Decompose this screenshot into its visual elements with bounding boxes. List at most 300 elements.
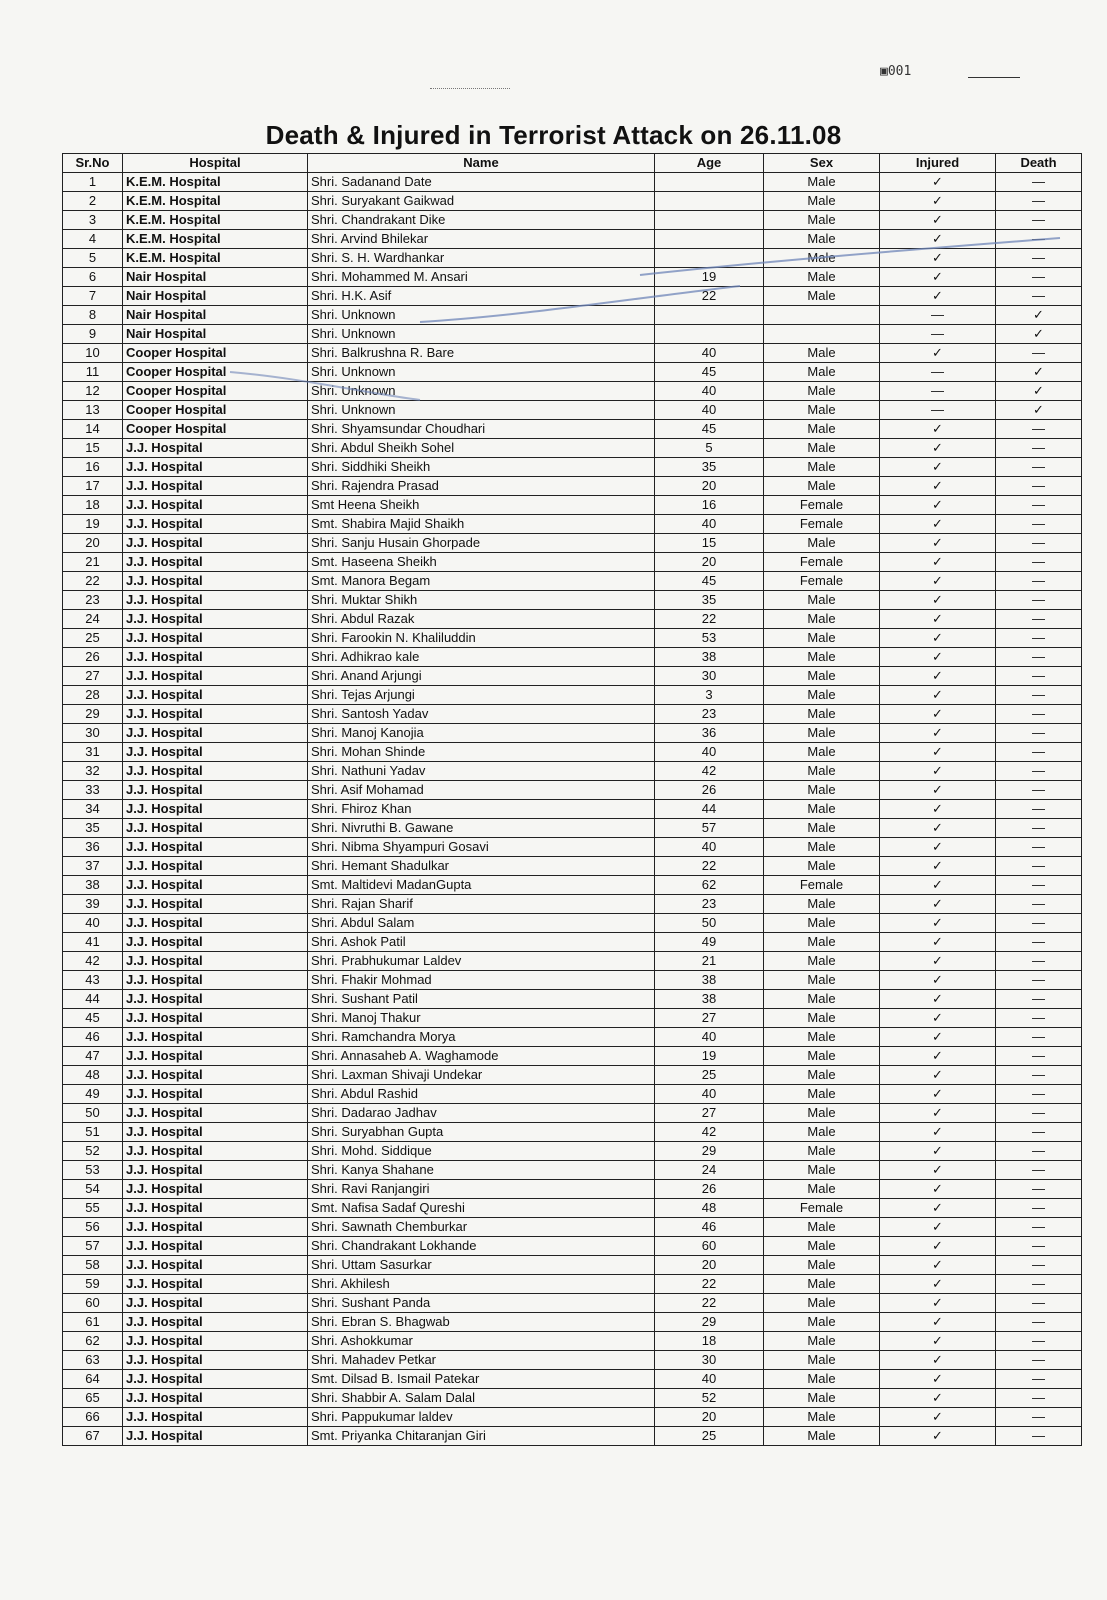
row-sr-no: 67 xyxy=(63,1427,123,1446)
header-death: Death xyxy=(996,154,1082,173)
row-name: Shri. Mohd. Siddique xyxy=(308,1142,655,1161)
row-name: Smt. Haseena Sheikh xyxy=(308,553,655,572)
row-name: Shri. Tejas Arjungi xyxy=(308,686,655,705)
row-sex: Male xyxy=(764,819,880,838)
table-row xyxy=(63,1294,1082,1313)
row-name: Shri. Chandrakant Dike xyxy=(308,211,655,230)
table-row xyxy=(63,610,1082,629)
row-injured-mark: ✓ xyxy=(880,743,996,762)
row-name: Shri. Uttam Sasurkar xyxy=(308,1256,655,1275)
row-hospital: Cooper Hospital xyxy=(123,363,308,382)
table-row xyxy=(63,686,1082,705)
row-injured-mark: ✓ xyxy=(880,705,996,724)
row-hospital: J.J. Hospital xyxy=(123,686,308,705)
row-sex: Male xyxy=(764,971,880,990)
row-age: 62 xyxy=(655,876,764,895)
row-hospital: J.J. Hospital xyxy=(123,781,308,800)
row-age: 25 xyxy=(655,1427,764,1446)
table-row xyxy=(63,1028,1082,1047)
row-sr-no: 56 xyxy=(63,1218,123,1237)
row-age: 30 xyxy=(655,667,764,686)
row-death-mark: — xyxy=(996,515,1082,534)
row-death-mark: — xyxy=(996,895,1082,914)
row-death-mark: — xyxy=(996,1313,1082,1332)
row-sex: Male xyxy=(764,1161,880,1180)
row-age: 40 xyxy=(655,838,764,857)
row-age: 29 xyxy=(655,1142,764,1161)
row-hospital: J.J. Hospital xyxy=(123,1085,308,1104)
row-age: 21 xyxy=(655,952,764,971)
header-name: Name xyxy=(308,154,655,173)
row-sr-no: 43 xyxy=(63,971,123,990)
row-sr-no: 24 xyxy=(63,610,123,629)
table-row xyxy=(63,249,1082,268)
row-injured-mark: ✓ xyxy=(880,458,996,477)
row-injured-mark: ✓ xyxy=(880,629,996,648)
table-row xyxy=(63,876,1082,895)
row-sex: Male xyxy=(764,1047,880,1066)
row-death-mark: — xyxy=(996,838,1082,857)
row-death-mark: — xyxy=(996,249,1082,268)
row-sr-no: 31 xyxy=(63,743,123,762)
row-sr-no: 11 xyxy=(63,363,123,382)
row-injured-mark: ✓ xyxy=(880,610,996,629)
row-hospital: J.J. Hospital xyxy=(123,1161,308,1180)
row-age: 20 xyxy=(655,477,764,496)
row-death-mark: — xyxy=(996,857,1082,876)
table-row xyxy=(63,1104,1082,1123)
fax-icon: ▣ xyxy=(880,64,888,79)
row-death-mark: — xyxy=(996,1161,1082,1180)
table-row xyxy=(63,1256,1082,1275)
row-sr-no: 48 xyxy=(63,1066,123,1085)
row-name: Shri. Unknown xyxy=(308,382,655,401)
row-sex: Male xyxy=(764,990,880,1009)
row-death-mark: — xyxy=(996,1408,1082,1427)
row-age: 35 xyxy=(655,591,764,610)
row-sr-no: 13 xyxy=(63,401,123,420)
page-title: Death & Injured in Terrorist Attack on 26.11.08 xyxy=(265,120,842,150)
row-injured-mark: ✓ xyxy=(880,686,996,705)
row-age xyxy=(655,173,764,192)
table-row xyxy=(63,1237,1082,1256)
row-death-mark: ✓ xyxy=(996,382,1082,401)
row-age: 19 xyxy=(655,268,764,287)
row-sr-no: 14 xyxy=(63,420,123,439)
row-sr-no: 32 xyxy=(63,762,123,781)
row-hospital: J.J. Hospital xyxy=(123,1370,308,1389)
row-sr-no: 58 xyxy=(63,1256,123,1275)
row-name: Shri. Ramchandra Morya xyxy=(308,1028,655,1047)
row-name: Shri. Shyamsundar Choudhari xyxy=(308,420,655,439)
row-injured-mark: ✓ xyxy=(880,344,996,363)
row-death-mark: — xyxy=(996,458,1082,477)
row-death-mark: — xyxy=(996,1085,1082,1104)
row-name: Shri. Manoj Thakur xyxy=(308,1009,655,1028)
row-age: 40 xyxy=(655,401,764,420)
row-injured-mark: ✓ xyxy=(880,1009,996,1028)
row-name: Shri. Fhiroz Khan xyxy=(308,800,655,819)
row-age: 22 xyxy=(655,857,764,876)
row-hospital: K.E.M. Hospital xyxy=(123,192,308,211)
row-age: 60 xyxy=(655,1237,764,1256)
row-sr-no: 28 xyxy=(63,686,123,705)
row-death-mark: — xyxy=(996,553,1082,572)
row-sr-no: 23 xyxy=(63,591,123,610)
row-age: 20 xyxy=(655,1408,764,1427)
row-sex: Male xyxy=(764,743,880,762)
fax-code-text: 001 xyxy=(887,64,912,79)
table-row xyxy=(63,534,1082,553)
row-hospital: J.J. Hospital xyxy=(123,1351,308,1370)
row-death-mark: — xyxy=(996,1237,1082,1256)
row-hospital: K.E.M. Hospital xyxy=(123,230,308,249)
row-sex: Male xyxy=(764,1123,880,1142)
row-injured-mark: ✓ xyxy=(880,876,996,895)
row-sr-no: 60 xyxy=(63,1294,123,1313)
row-injured-mark: ✓ xyxy=(880,1256,996,1275)
row-death-mark: — xyxy=(996,610,1082,629)
row-sex: Male xyxy=(764,1028,880,1047)
row-sex: Male xyxy=(764,686,880,705)
table-row xyxy=(63,648,1082,667)
row-sr-no: 6 xyxy=(63,268,123,287)
row-sex: Male xyxy=(764,781,880,800)
row-hospital: Nair Hospital xyxy=(123,287,308,306)
row-death-mark: — xyxy=(996,591,1082,610)
row-name: Shri. Abdul Rashid xyxy=(308,1085,655,1104)
row-death-mark: — xyxy=(996,1389,1082,1408)
row-hospital: K.E.M. Hospital xyxy=(123,211,308,230)
row-sr-no: 17 xyxy=(63,477,123,496)
row-sex: Male xyxy=(764,1256,880,1275)
row-sex: Male xyxy=(764,1332,880,1351)
scan-smudge xyxy=(430,88,510,91)
row-hospital: J.J. Hospital xyxy=(123,1009,308,1028)
row-sex: Male xyxy=(764,458,880,477)
row-hospital: J.J. Hospital xyxy=(123,1199,308,1218)
row-sr-no: 55 xyxy=(63,1199,123,1218)
row-hospital: J.J. Hospital xyxy=(123,667,308,686)
row-age: 5 xyxy=(655,439,764,458)
row-age: 22 xyxy=(655,1294,764,1313)
row-sex: Male xyxy=(764,249,880,268)
row-sex: Female xyxy=(764,553,880,572)
row-age xyxy=(655,192,764,211)
row-sex: Male xyxy=(764,1313,880,1332)
row-name: Shri. Ashok Patil xyxy=(308,933,655,952)
row-death-mark: — xyxy=(996,1009,1082,1028)
row-sex: Male xyxy=(764,1142,880,1161)
row-name: Shri. Chandrakant Lokhande xyxy=(308,1237,655,1256)
table-row xyxy=(63,781,1082,800)
row-hospital: J.J. Hospital xyxy=(123,1142,308,1161)
row-sex: Male xyxy=(764,173,880,192)
row-sex: Male xyxy=(764,382,880,401)
row-death-mark: — xyxy=(996,287,1082,306)
row-sr-no: 51 xyxy=(63,1123,123,1142)
row-name: Shri. Sushant Patil xyxy=(308,990,655,1009)
row-death-mark: — xyxy=(996,192,1082,211)
row-injured-mark: ✓ xyxy=(880,1142,996,1161)
row-death-mark: — xyxy=(996,667,1082,686)
row-injured-mark: — xyxy=(880,363,996,382)
fax-page-code xyxy=(880,64,911,79)
row-hospital: J.J. Hospital xyxy=(123,1313,308,1332)
table-row xyxy=(63,515,1082,534)
table-row xyxy=(63,344,1082,363)
row-injured-mark: ✓ xyxy=(880,1351,996,1370)
row-name: Shri. Nathuni Yadav xyxy=(308,762,655,781)
row-sex: Male xyxy=(764,1294,880,1313)
row-hospital: J.J. Hospital xyxy=(123,762,308,781)
table-row xyxy=(63,1389,1082,1408)
row-sr-no: 2 xyxy=(63,192,123,211)
row-sex: Male xyxy=(764,705,880,724)
row-age: 49 xyxy=(655,933,764,952)
row-age: 40 xyxy=(655,1370,764,1389)
row-death-mark: — xyxy=(996,439,1082,458)
row-injured-mark: ✓ xyxy=(880,800,996,819)
table-row xyxy=(63,990,1082,1009)
row-sex: Male xyxy=(764,1408,880,1427)
row-sr-no: 20 xyxy=(63,534,123,553)
header-injured: Injured xyxy=(880,154,996,173)
row-age: 45 xyxy=(655,572,764,591)
row-injured-mark: ✓ xyxy=(880,477,996,496)
row-age: 3 xyxy=(655,686,764,705)
row-name: Shri. H.K. Asif xyxy=(308,287,655,306)
row-sr-no: 52 xyxy=(63,1142,123,1161)
row-age: 15 xyxy=(655,534,764,553)
row-age: 38 xyxy=(655,648,764,667)
row-name: Shri. Mahadev Petkar xyxy=(308,1351,655,1370)
row-name: Shri. Sawnath Chemburkar xyxy=(308,1218,655,1237)
row-hospital: J.J. Hospital xyxy=(123,743,308,762)
row-injured-mark: ✓ xyxy=(880,515,996,534)
row-age: 40 xyxy=(655,1085,764,1104)
row-sr-no: 59 xyxy=(63,1275,123,1294)
row-name: Shri. Siddhiki Sheikh xyxy=(308,458,655,477)
row-injured-mark: ✓ xyxy=(880,1028,996,1047)
row-sr-no: 41 xyxy=(63,933,123,952)
row-death-mark: — xyxy=(996,1218,1082,1237)
row-injured-mark: ✓ xyxy=(880,914,996,933)
row-sex: Male xyxy=(764,667,880,686)
table-row xyxy=(63,382,1082,401)
row-injured-mark: ✓ xyxy=(880,1218,996,1237)
row-death-mark: — xyxy=(996,819,1082,838)
table-row xyxy=(63,401,1082,420)
row-sex: Male xyxy=(764,439,880,458)
row-death-mark: — xyxy=(996,1427,1082,1446)
row-age: 38 xyxy=(655,990,764,1009)
row-age xyxy=(655,325,764,344)
row-age: 20 xyxy=(655,1256,764,1275)
row-death-mark: — xyxy=(996,629,1082,648)
row-sex: Male xyxy=(764,211,880,230)
row-sex: Male xyxy=(764,363,880,382)
row-age: 40 xyxy=(655,1028,764,1047)
table-row xyxy=(63,743,1082,762)
row-age: 26 xyxy=(655,781,764,800)
row-injured-mark: ✓ xyxy=(880,1275,996,1294)
row-name: Smt. Manora Begam xyxy=(308,572,655,591)
row-sex: Male xyxy=(764,800,880,819)
row-age: 42 xyxy=(655,762,764,781)
table-row xyxy=(63,914,1082,933)
table-row xyxy=(63,439,1082,458)
row-sr-no: 53 xyxy=(63,1161,123,1180)
row-sex: Male xyxy=(764,1180,880,1199)
row-death-mark: — xyxy=(996,781,1082,800)
row-name: Shri. Unknown xyxy=(308,401,655,420)
row-injured-mark: ✓ xyxy=(880,1294,996,1313)
row-name: Shri. Arvind Bhilekar xyxy=(308,230,655,249)
row-name: Shri. Balkrushna R. Bare xyxy=(308,344,655,363)
row-injured-mark: ✓ xyxy=(880,439,996,458)
row-name: Shri. Ashokkumar xyxy=(308,1332,655,1351)
row-name: Smt Heena Sheikh xyxy=(308,496,655,515)
row-name: Shri. S. H. Wardhankar xyxy=(308,249,655,268)
table-header-row xyxy=(63,154,1082,173)
row-injured-mark: — xyxy=(880,306,996,325)
row-death-mark: — xyxy=(996,1123,1082,1142)
row-sex: Male xyxy=(764,762,880,781)
row-death-mark: — xyxy=(996,1066,1082,1085)
row-hospital: J.J. Hospital xyxy=(123,1028,308,1047)
table-row xyxy=(63,933,1082,952)
row-name: Smt. Shabira Majid Shaikh xyxy=(308,515,655,534)
row-death-mark: — xyxy=(996,1104,1082,1123)
row-injured-mark: ✓ xyxy=(880,971,996,990)
table-row xyxy=(63,1313,1082,1332)
row-hospital: J.J. Hospital xyxy=(123,648,308,667)
row-sr-no: 25 xyxy=(63,629,123,648)
table-row xyxy=(63,325,1082,344)
row-age: 16 xyxy=(655,496,764,515)
row-death-mark: — xyxy=(996,477,1082,496)
row-death-mark: — xyxy=(996,952,1082,971)
row-name: Shri. Sanju Husain Ghorpade xyxy=(308,534,655,553)
row-name: Shri. Asif Mohamad xyxy=(308,781,655,800)
row-death-mark: — xyxy=(996,762,1082,781)
row-injured-mark: — xyxy=(880,401,996,420)
row-hospital: J.J. Hospital xyxy=(123,952,308,971)
row-injured-mark: ✓ xyxy=(880,1313,996,1332)
table-row xyxy=(63,705,1082,724)
row-sex: Male xyxy=(764,1389,880,1408)
row-hospital: K.E.M. Hospital xyxy=(123,249,308,268)
row-age: 23 xyxy=(655,705,764,724)
row-death-mark: — xyxy=(996,743,1082,762)
row-sr-no: 39 xyxy=(63,895,123,914)
row-injured-mark: ✓ xyxy=(880,211,996,230)
row-hospital: J.J. Hospital xyxy=(123,439,308,458)
row-hospital: J.J. Hospital xyxy=(123,914,308,933)
row-name: Smt. Priyanka Chitaranjan Giri xyxy=(308,1427,655,1446)
row-hospital: J.J. Hospital xyxy=(123,1123,308,1142)
table-row xyxy=(63,1085,1082,1104)
row-age xyxy=(655,249,764,268)
row-age: 29 xyxy=(655,1313,764,1332)
row-name: Smt. Nafisa Sadaf Qureshi xyxy=(308,1199,655,1218)
row-age: 42 xyxy=(655,1123,764,1142)
row-name: Shri. Anand Arjungi xyxy=(308,667,655,686)
table-row xyxy=(63,230,1082,249)
row-injured-mark: ✓ xyxy=(880,952,996,971)
row-death-mark: ✓ xyxy=(996,401,1082,420)
row-death-mark: — xyxy=(996,971,1082,990)
row-sex: Male xyxy=(764,268,880,287)
row-name: Shri. Laxman Shivaji Undekar xyxy=(308,1066,655,1085)
row-sex: Male xyxy=(764,401,880,420)
row-sr-no: 33 xyxy=(63,781,123,800)
row-sr-no: 7 xyxy=(63,287,123,306)
row-name: Shri. Unknown xyxy=(308,325,655,344)
row-sr-no: 21 xyxy=(63,553,123,572)
table-row xyxy=(63,1370,1082,1389)
row-injured-mark: ✓ xyxy=(880,1085,996,1104)
row-injured-mark: ✓ xyxy=(880,838,996,857)
row-hospital: J.J. Hospital xyxy=(123,1389,308,1408)
row-sr-no: 49 xyxy=(63,1085,123,1104)
row-sex: Male xyxy=(764,1237,880,1256)
row-sr-no: 5 xyxy=(63,249,123,268)
row-hospital: J.J. Hospital xyxy=(123,1294,308,1313)
row-injured-mark: ✓ xyxy=(880,192,996,211)
table-row xyxy=(63,1408,1082,1427)
row-age: 40 xyxy=(655,344,764,363)
row-hospital: J.J. Hospital xyxy=(123,1047,308,1066)
table-row xyxy=(63,1047,1082,1066)
row-death-mark: — xyxy=(996,268,1082,287)
row-sr-no: 66 xyxy=(63,1408,123,1427)
row-death-mark: — xyxy=(996,1294,1082,1313)
table-row xyxy=(63,1142,1082,1161)
row-injured-mark: ✓ xyxy=(880,1332,996,1351)
row-sex: Male xyxy=(764,914,880,933)
row-sr-no: 18 xyxy=(63,496,123,515)
row-name: Shri. Suryakant Gaikwad xyxy=(308,192,655,211)
row-injured-mark: ✓ xyxy=(880,1047,996,1066)
row-name: Shri. Rajan Sharif xyxy=(308,895,655,914)
row-injured-mark: ✓ xyxy=(880,990,996,1009)
row-sr-no: 65 xyxy=(63,1389,123,1408)
row-sex: Male xyxy=(764,838,880,857)
row-name: Shri. Nibma Shyampuri Gosavi xyxy=(308,838,655,857)
table-row xyxy=(63,1180,1082,1199)
row-age: 50 xyxy=(655,914,764,933)
row-sr-no: 10 xyxy=(63,344,123,363)
row-death-mark: — xyxy=(996,1180,1082,1199)
row-injured-mark: ✓ xyxy=(880,648,996,667)
row-age: 52 xyxy=(655,1389,764,1408)
row-sex: Male xyxy=(764,1066,880,1085)
row-sr-no: 54 xyxy=(63,1180,123,1199)
row-death-mark: — xyxy=(996,496,1082,515)
row-sr-no: 57 xyxy=(63,1237,123,1256)
row-injured-mark: ✓ xyxy=(880,1104,996,1123)
row-hospital: J.J. Hospital xyxy=(123,857,308,876)
row-age: 40 xyxy=(655,515,764,534)
table-row xyxy=(63,1123,1082,1142)
row-age: 44 xyxy=(655,800,764,819)
row-injured-mark: ✓ xyxy=(880,1389,996,1408)
row-injured-mark: ✓ xyxy=(880,1408,996,1427)
row-sex: Male xyxy=(764,420,880,439)
row-age: 40 xyxy=(655,382,764,401)
